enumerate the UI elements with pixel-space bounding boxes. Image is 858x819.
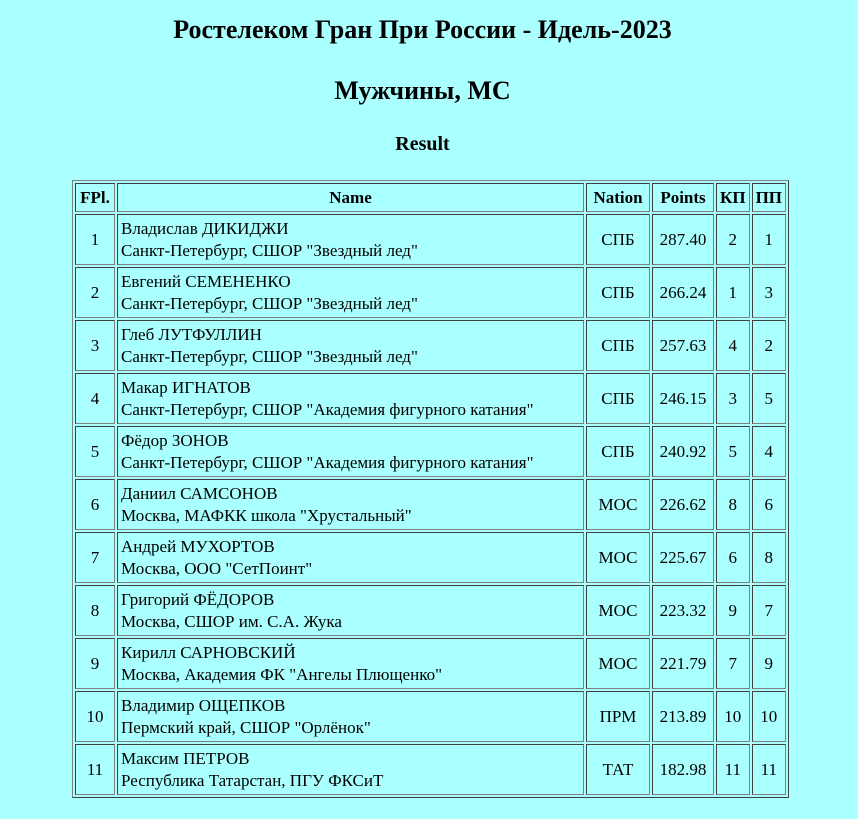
header-pp: ПП bbox=[752, 183, 786, 212]
skater-club: Санкт-Петербург, СШОР "Академия фигурного катания" bbox=[121, 452, 534, 472]
table-row bbox=[75, 585, 786, 636]
skater-club: Москва, МАФКК школа "Хрустальный" bbox=[121, 505, 412, 525]
category-title: Мужчины, МС bbox=[334, 76, 511, 105]
table-row bbox=[75, 744, 786, 795]
fpl-cell: 1 bbox=[75, 214, 115, 265]
nation-cell: СПБ bbox=[586, 214, 650, 265]
name-cell bbox=[117, 532, 584, 583]
kp-cell: 8 bbox=[716, 479, 750, 530]
nation-cell: МОС bbox=[586, 638, 650, 689]
kp-cell: 3 bbox=[716, 373, 750, 424]
pp-cell: 6 bbox=[752, 479, 786, 530]
skater-name: Евгений СЕМЕНЕНКО bbox=[121, 271, 291, 291]
pp-cell: 1 bbox=[752, 214, 786, 265]
pp-cell: 4 bbox=[752, 426, 786, 477]
header-nation: Nation bbox=[586, 183, 650, 212]
points-cell: 213.89 bbox=[652, 691, 714, 742]
header-kp: КП bbox=[716, 183, 750, 212]
points-cell: 257.63 bbox=[652, 320, 714, 371]
skater-name: Владислав ДИКИДЖИ bbox=[121, 218, 289, 238]
header-row bbox=[75, 183, 786, 212]
name-cell bbox=[117, 320, 584, 371]
nation-cell: СПБ bbox=[586, 426, 650, 477]
nation-cell: ПРМ bbox=[586, 691, 650, 742]
fpl-cell: 4 bbox=[75, 373, 115, 424]
header-fpl: FPl. bbox=[75, 183, 115, 212]
nation-cell: МОС bbox=[586, 585, 650, 636]
name-cell bbox=[117, 373, 584, 424]
skater-name: Владимир ОЩЕПКОВ bbox=[121, 695, 286, 715]
name-cell bbox=[117, 214, 584, 265]
skater-name: Даниил САМСОНОВ bbox=[121, 483, 278, 503]
skater-club: Москва, СШОР им. С.А. Жука bbox=[121, 611, 342, 631]
fpl-cell: 8 bbox=[75, 585, 115, 636]
skater-club: Санкт-Петербург, СШОР "Звездный лед" bbox=[121, 346, 418, 366]
nation-cell: МОС bbox=[586, 532, 650, 583]
fpl-cell: 10 bbox=[75, 691, 115, 742]
kp-cell: 5 bbox=[716, 426, 750, 477]
results-body bbox=[75, 214, 786, 795]
event-title: Ростелеком Гран При России - Идель-2023 bbox=[173, 15, 672, 44]
points-cell: 225.67 bbox=[652, 532, 714, 583]
table-row bbox=[75, 373, 786, 424]
name-cell bbox=[117, 691, 584, 742]
pp-cell: 2 bbox=[752, 320, 786, 371]
points-cell: 240.92 bbox=[652, 426, 714, 477]
nation-cell: МОС bbox=[586, 479, 650, 530]
name-cell bbox=[117, 426, 584, 477]
fpl-cell: 5 bbox=[75, 426, 115, 477]
table-row bbox=[75, 426, 786, 477]
kp-cell: 7 bbox=[716, 638, 750, 689]
nation-cell: ТАТ bbox=[586, 744, 650, 795]
skater-club: Республика Татарстан, ПГУ ФКСиТ bbox=[121, 770, 384, 790]
points-cell: 182.98 bbox=[652, 744, 714, 795]
table-row bbox=[75, 691, 786, 742]
skater-club: Санкт-Петербург, СШОР "Звездный лед" bbox=[121, 240, 418, 260]
section-title: Result bbox=[395, 133, 450, 155]
nation-cell: СПБ bbox=[586, 267, 650, 318]
skater-name: Фёдор ЗОНОВ bbox=[121, 430, 229, 450]
fpl-cell: 3 bbox=[75, 320, 115, 371]
points-cell: 223.32 bbox=[652, 585, 714, 636]
points-cell: 287.40 bbox=[652, 214, 714, 265]
name-cell bbox=[117, 744, 584, 795]
points-cell: 266.24 bbox=[652, 267, 714, 318]
pp-cell: 11 bbox=[752, 744, 786, 795]
kp-cell: 10 bbox=[716, 691, 750, 742]
skater-name: Макар ИГНАТОВ bbox=[121, 377, 251, 397]
name-cell bbox=[117, 585, 584, 636]
fpl-cell: 6 bbox=[75, 479, 115, 530]
pp-cell: 8 bbox=[752, 532, 786, 583]
skater-name: Глеб ЛУТФУЛЛИН bbox=[121, 324, 262, 344]
table-row bbox=[75, 479, 786, 530]
skater-name: Андрей МУХОРТОВ bbox=[121, 536, 275, 556]
kp-cell: 1 bbox=[716, 267, 750, 318]
table-row bbox=[75, 320, 786, 371]
skater-club: Москва, ООО "СетПоинт" bbox=[121, 558, 313, 578]
skater-name: Григорий ФЁДОРОВ bbox=[121, 589, 275, 609]
table-row bbox=[75, 532, 786, 583]
pp-cell: 9 bbox=[752, 638, 786, 689]
kp-cell: 4 bbox=[716, 320, 750, 371]
skater-club: Санкт-Петербург, СШОР "Звездный лед" bbox=[121, 293, 418, 313]
pp-cell: 7 bbox=[752, 585, 786, 636]
skater-club: Санкт-Петербург, СШОР "Академия фигурного катания" bbox=[121, 399, 534, 419]
kp-cell: 6 bbox=[716, 532, 750, 583]
skater-club: Москва, Академия ФК "Ангелы Плющенко" bbox=[121, 664, 443, 684]
kp-cell: 2 bbox=[716, 214, 750, 265]
points-cell: 221.79 bbox=[652, 638, 714, 689]
header-name: Name bbox=[117, 183, 584, 212]
fpl-cell: 2 bbox=[75, 267, 115, 318]
header-points: Points bbox=[652, 183, 714, 212]
pp-cell: 10 bbox=[752, 691, 786, 742]
skater-club: Пермский край, СШОР "Орлёнок" bbox=[121, 717, 371, 737]
skater-name: Кирилл САРНОВСКИЙ bbox=[121, 642, 296, 662]
name-cell bbox=[117, 638, 584, 689]
nation-cell: СПБ bbox=[586, 373, 650, 424]
table-row bbox=[75, 267, 786, 318]
fpl-cell: 9 bbox=[75, 638, 115, 689]
results-table bbox=[72, 180, 789, 798]
fpl-cell: 7 bbox=[75, 532, 115, 583]
pp-cell: 3 bbox=[752, 267, 786, 318]
points-cell: 246.15 bbox=[652, 373, 714, 424]
name-cell bbox=[117, 267, 584, 318]
table-row bbox=[75, 214, 786, 265]
fpl-cell: 11 bbox=[75, 744, 115, 795]
table-row bbox=[75, 638, 786, 689]
pp-cell: 5 bbox=[752, 373, 786, 424]
skater-name: Максим ПЕТРОВ bbox=[121, 748, 250, 768]
kp-cell: 11 bbox=[716, 744, 750, 795]
points-cell: 226.62 bbox=[652, 479, 714, 530]
nation-cell: СПБ bbox=[586, 320, 650, 371]
name-cell bbox=[117, 479, 584, 530]
kp-cell: 9 bbox=[716, 585, 750, 636]
